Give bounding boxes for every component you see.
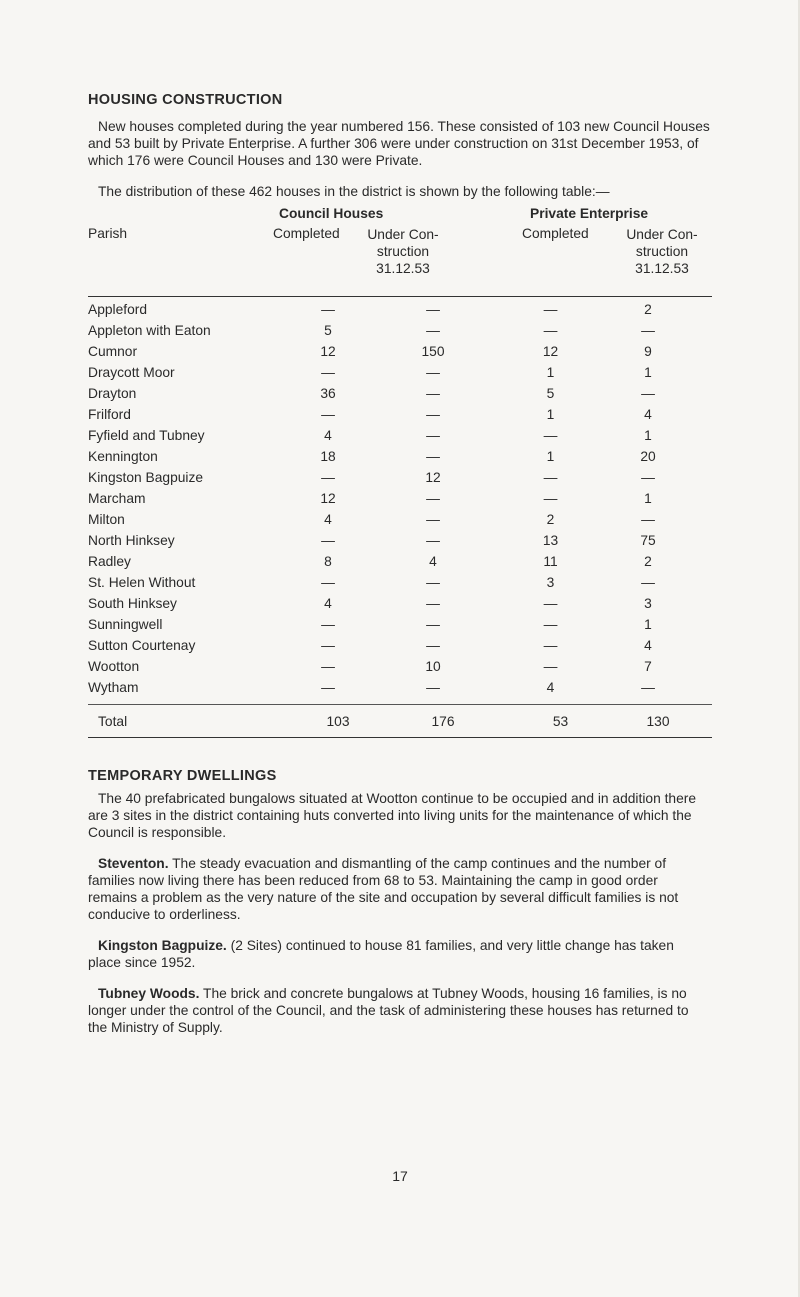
private-under-construction-cell: 4 [644, 407, 652, 422]
private-completed-cell: — [543, 659, 558, 674]
table-row [88, 320, 712, 341]
private-enterprise-header: Private Enterprise [530, 206, 649, 221]
parish-name: Sutton Courtenay [88, 638, 196, 653]
private-completed-cell: — [543, 596, 558, 611]
table-row [88, 530, 712, 551]
private-completed-cell: — [543, 617, 558, 632]
council-completed-cell: 12 [320, 491, 336, 506]
parish-name: Kingston Bagpuize [88, 470, 204, 485]
council-houses-header: Council Houses [279, 206, 384, 221]
council-completed-cell: 4 [324, 512, 332, 527]
table-row [88, 656, 712, 677]
table-body [88, 297, 712, 698]
parish-name: Marcham [88, 491, 146, 506]
steventon-paragraph [88, 855, 710, 923]
parish-name: Kennington [88, 449, 158, 464]
tubney-paragraph [88, 985, 710, 1036]
private-under-construction-cell: 1 [644, 365, 652, 380]
temporary-dwellings-section [88, 768, 710, 1036]
kingston-paragraph [88, 937, 710, 971]
total-label: Total [98, 713, 128, 729]
private-under-construction-cell: 1 [644, 617, 652, 632]
council-completed-cell: 4 [324, 596, 332, 611]
council-under-construction-cell: — [426, 596, 440, 611]
parish-name: Frilford [88, 407, 131, 422]
private-under-construction-cell: 1 [644, 428, 652, 443]
private-under-construction-cell: 75 [640, 533, 656, 548]
private-under-construction-header: Under Con- struction 31.12.53 [626, 227, 698, 276]
private-completed-cell: — [543, 638, 558, 653]
private-completed-cell: 1 [546, 449, 555, 464]
total-private-completed: 53 [552, 713, 569, 729]
council-completed-cell: — [321, 575, 335, 590]
private-under-construction-cell: — [641, 680, 655, 695]
private-under-construction-cell: 2 [644, 554, 652, 569]
parish-header: Parish [88, 226, 128, 241]
council-under-construction-cell: — [426, 680, 440, 695]
private-under-construction-cell: 9 [644, 344, 652, 359]
table-row [88, 299, 712, 320]
council-under-construction-cell: — [426, 323, 440, 338]
council-completed-cell: — [321, 302, 335, 317]
council-under-construction-cell: — [426, 407, 440, 422]
table-row [88, 677, 712, 698]
council-completed-cell: 12 [320, 344, 336, 359]
council-completed-cell: — [321, 638, 335, 653]
distribution-paragraph: The distribution of these 462 houses in the district is shown by the following table:— [98, 184, 610, 199]
private-under-construction-cell: 4 [644, 638, 652, 653]
table-row [88, 467, 712, 488]
table-header [88, 206, 712, 296]
council-under-construction-cell: — [426, 491, 440, 506]
private-completed-cell: 1 [546, 365, 555, 380]
council-under-construction-cell: — [426, 617, 440, 632]
council-completed-cell: 18 [320, 449, 336, 464]
table-row [88, 593, 712, 614]
council-under-construction-cell: 150 [421, 344, 445, 359]
private-completed-cell: 3 [546, 575, 555, 590]
tubney-text: The brick and concrete bungalows at Tubney Woods, housing 16 families, is no longer under the control of the Council, and the task of administering these houses has returned to the Ministry of Supply. [88, 986, 689, 1035]
table-row [88, 509, 712, 530]
council-under-construction-cell: — [426, 365, 440, 380]
steventon-text: The steady evacuation and dismantling of the camp continues and the number of families now living there has been reduced from 68 to 53. Maintaining the camp in good order remains a problem as the very nature of the site and occupation by several difficult families is not conducive to orderliness. [88, 856, 679, 922]
council-completed-cell: — [321, 470, 335, 485]
parish-name: Radley [88, 554, 131, 569]
council-under-construction-cell: — [426, 575, 440, 590]
steventon-lead: Steventon. [98, 856, 169, 871]
private-completed-cell: — [543, 470, 558, 485]
council-completed-cell: — [321, 407, 335, 422]
parish-name: Cumnor [88, 344, 138, 359]
document-page [88, 92, 710, 1050]
council-completed-header: Completed [273, 226, 340, 241]
private-under-construction-cell: — [641, 512, 655, 527]
council-completed-cell: 5 [324, 323, 332, 338]
page-number: 17 [392, 1168, 408, 1184]
council-under-construction-cell: — [426, 449, 440, 464]
private-under-construction-cell: 1 [644, 491, 652, 506]
private-completed-cell: — [543, 323, 558, 338]
council-completed-cell: — [321, 365, 335, 380]
table-row [88, 614, 712, 635]
intro-paragraph: New houses completed during the year numbered 156. These consisted of 103 new Council Houses and 53 built by Private Enterprise. A further 306 were under construction on 31st December 1953, of which 176 were Council Houses and 130 were Private. [88, 119, 710, 168]
total-row [88, 705, 712, 737]
private-under-construction-cell: — [641, 323, 655, 338]
private-under-construction-cell: 20 [640, 449, 656, 464]
table-row [88, 383, 712, 404]
council-under-construction-cell: 10 [425, 659, 441, 674]
private-completed-cell: 12 [542, 344, 559, 359]
table-row [88, 635, 712, 656]
table-row [88, 404, 712, 425]
tubney-lead: Tubney Woods. [98, 986, 200, 1001]
total-private-under-construction: 130 [646, 713, 670, 729]
private-under-construction-cell: 7 [644, 659, 652, 674]
housing-table [88, 206, 712, 738]
temporary-dwellings-paragraph: The 40 prefabricated bungalows situated at Wootton continue to be occupied and in addition there are 3 sites in the district containing huts converted into living units for the maintenance of which the Council is responsible. [88, 791, 697, 840]
private-under-construction-cell: 2 [644, 302, 652, 317]
private-completed-cell: 13 [542, 533, 559, 548]
total-rule-bottom [88, 737, 712, 738]
private-completed-cell: 4 [546, 680, 555, 695]
parish-name: Fyfield and Tubney [88, 428, 205, 443]
private-completed-cell: 5 [546, 386, 555, 401]
council-completed-cell: 8 [324, 554, 332, 569]
council-completed-cell: 36 [320, 386, 336, 401]
council-completed-cell: 4 [324, 428, 332, 443]
council-under-construction-cell: — [426, 302, 440, 317]
private-completed-header: Completed [522, 226, 589, 241]
parish-name: Appleton with Eaton [88, 323, 211, 338]
kingston-text: (2 Sites) continued to house 81 families, and very little change has taken place since 1952. [88, 938, 674, 970]
private-under-construction-cell: — [641, 470, 655, 485]
table-row [88, 488, 712, 509]
council-completed-cell: — [321, 659, 335, 674]
parish-name: St. Helen Without [88, 575, 196, 590]
council-completed-cell: — [321, 533, 335, 548]
parish-name: Drayton [88, 386, 137, 401]
table-row [88, 551, 712, 572]
parish-name: Sunningwell [88, 617, 163, 632]
council-under-construction-cell: 12 [425, 470, 441, 485]
private-completed-cell: — [543, 428, 558, 443]
private-completed-cell: 2 [546, 512, 555, 527]
private-under-construction-cell: — [641, 575, 655, 590]
table-row [88, 362, 712, 383]
kingston-lead: Kingston Bagpuize. [98, 938, 227, 953]
private-under-construction-cell: 3 [644, 596, 652, 611]
private-under-construction-cell: — [641, 386, 655, 401]
private-completed-cell: 11 [543, 554, 558, 569]
housing-heading: HOUSING CONSTRUCTION [88, 92, 283, 108]
private-completed-cell: 1 [546, 407, 555, 422]
parish-name: South Hinksey [88, 596, 177, 611]
council-under-construction-cell: — [426, 512, 440, 527]
private-completed-cell: — [543, 491, 558, 506]
private-completed-cell: — [543, 302, 558, 317]
total-council-completed: 103 [326, 713, 350, 729]
total-council-under-construction: 176 [431, 713, 455, 729]
council-under-construction-header: Under Con- struction 31.12.53 [367, 227, 439, 276]
parish-name: Appleford [88, 302, 148, 317]
council-under-construction-cell: 4 [429, 554, 437, 569]
table-row [88, 425, 712, 446]
parish-name: Wytham [88, 680, 139, 695]
council-completed-cell: — [321, 617, 335, 632]
parish-name: Draycott Moor [88, 365, 175, 380]
council-under-construction-cell: — [426, 428, 440, 443]
council-completed-cell: — [321, 680, 335, 695]
council-under-construction-cell: — [426, 638, 440, 653]
parish-name: Milton [88, 512, 125, 527]
table-row [88, 446, 712, 467]
temporary-dwellings-heading: TEMPORARY DWELLINGS [88, 768, 277, 784]
council-under-construction-cell: — [426, 533, 440, 548]
table-row [88, 341, 712, 362]
table-row [88, 572, 712, 593]
council-under-construction-cell: — [426, 386, 440, 401]
parish-name: North Hinksey [88, 533, 175, 548]
parish-name: Wootton [88, 659, 140, 674]
